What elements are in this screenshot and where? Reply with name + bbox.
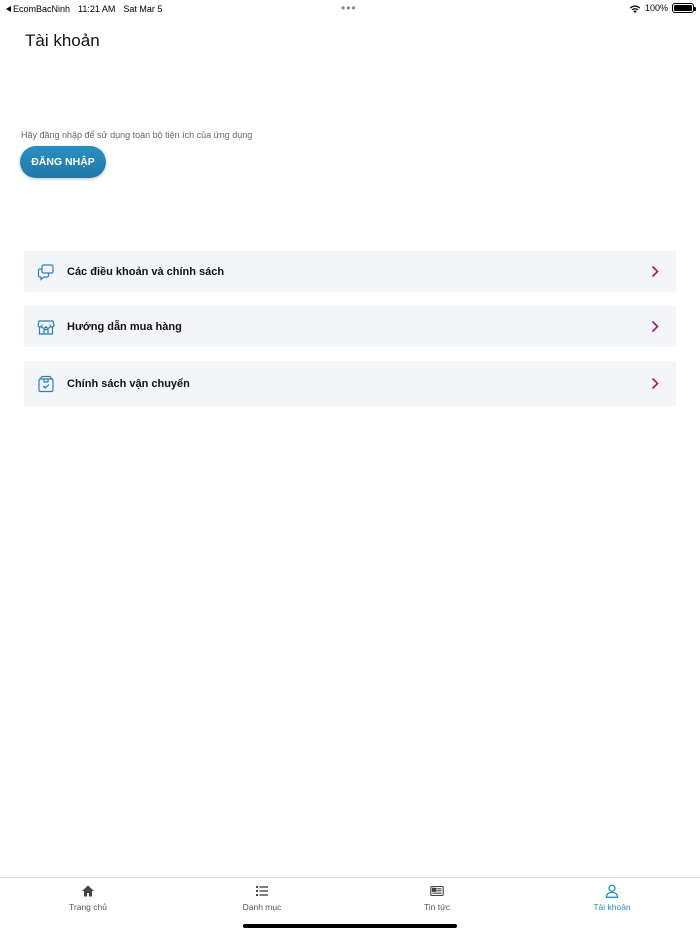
tab-news[interactable] xyxy=(377,884,497,912)
back-to-app-link[interactable] xyxy=(6,4,70,14)
chevron-right-icon xyxy=(651,377,659,390)
menu-item-shipping-policy[interactable] xyxy=(24,361,676,406)
tab-label: Tài khoản xyxy=(593,902,631,912)
battery-icon xyxy=(672,3,694,13)
list-icon xyxy=(255,884,269,898)
status-bar xyxy=(0,0,700,18)
menu-item-label: Các điều khoản và chính sách xyxy=(67,265,225,278)
back-app-name: EcomBacNinh xyxy=(13,4,71,14)
menu-item-shopping-guide[interactable] xyxy=(24,306,676,347)
chevron-right-icon xyxy=(651,320,659,333)
status-date: Sat Mar 5 xyxy=(123,4,163,14)
tab-categories[interactable] xyxy=(202,884,322,912)
home-icon xyxy=(81,884,95,898)
status-right xyxy=(629,3,694,13)
back-triangle-icon xyxy=(6,6,11,12)
status-left xyxy=(6,4,162,14)
user-icon xyxy=(605,884,619,898)
home-indicator[interactable] xyxy=(243,924,457,928)
page-title: Tài khoản xyxy=(25,31,100,50)
wifi-icon xyxy=(629,4,641,13)
tab-label: Danh mục xyxy=(242,902,282,912)
newspaper-icon xyxy=(430,884,444,898)
menu-item-label: Hướng dẫn mua hàng xyxy=(67,320,182,333)
menu-item-label: Chính sách vận chuyển xyxy=(67,377,190,390)
tab-label: Tin tức xyxy=(423,902,451,912)
store-icon xyxy=(37,318,55,336)
tab-label: Trang chủ xyxy=(69,902,107,912)
login-button[interactable]: ĐĂNG NHẬP xyxy=(20,146,106,178)
tab-home[interactable] xyxy=(28,884,148,912)
multitasking-dots-icon[interactable]: ••• xyxy=(341,1,357,15)
menu-item-terms-policies[interactable] xyxy=(24,251,676,292)
chat-bubbles-icon xyxy=(37,263,55,281)
chevron-right-icon xyxy=(651,265,659,278)
login-hint: Hãy đăng nhập để sử dụng toàn bộ tiện ích của ứng dụng xyxy=(21,130,253,140)
status-time: 11:21 AM xyxy=(78,4,116,14)
tab-account[interactable] xyxy=(552,884,672,912)
package-check-icon xyxy=(37,375,55,393)
battery-percent: 100% xyxy=(644,3,668,13)
